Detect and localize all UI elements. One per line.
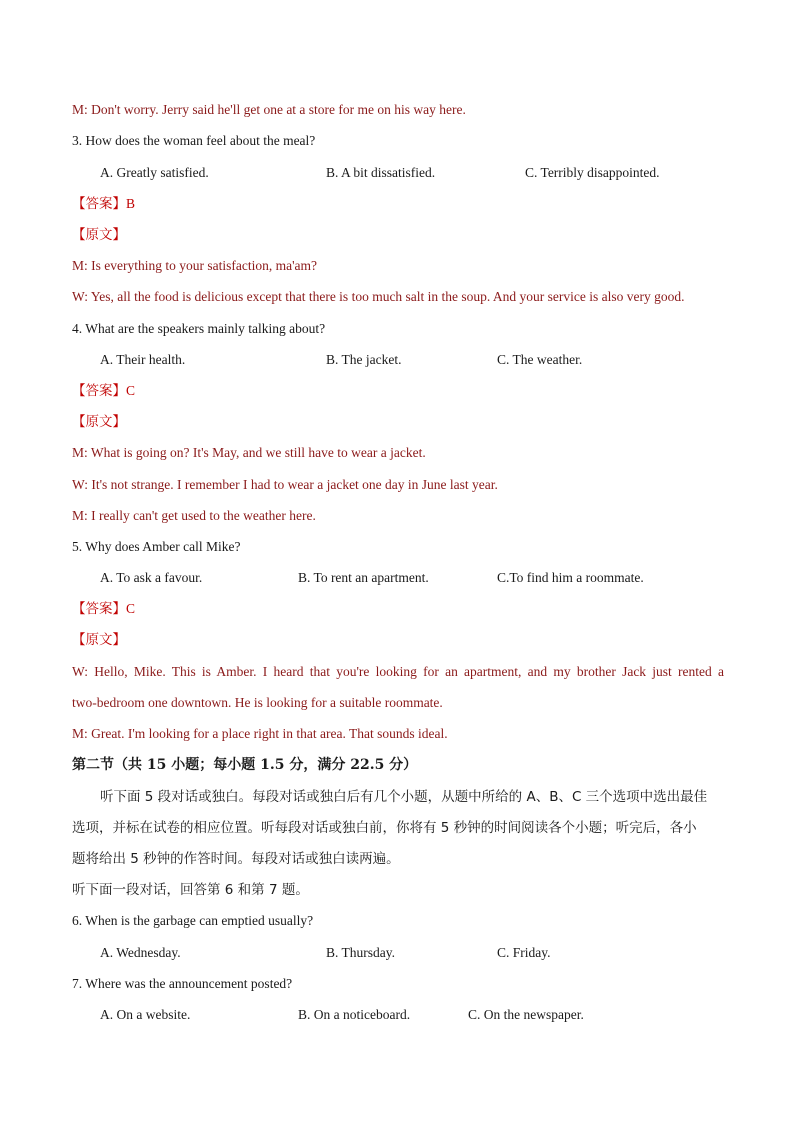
q3-answer xyxy=(72,195,724,213)
q3-option-b: B. A bit dissatisfied. xyxy=(326,165,436,180)
q4-transcript-m1: M: What is going on? It's May, and we still have to wear a jacket. xyxy=(72,445,426,460)
q5-option-b: B. To rent an apartment. xyxy=(298,570,429,585)
q7-option-c: C. On the newspaper. xyxy=(468,1007,584,1022)
question-7: 7. Where was the announcement posted? xyxy=(72,976,293,991)
q7-option-a: A. On a website. xyxy=(100,1007,191,1022)
q5-answer xyxy=(72,600,724,618)
q6-option-c: C. Friday. xyxy=(497,945,551,960)
answer-tag: 【答案】 xyxy=(72,601,126,617)
q6-option-a: A. Wednesday. xyxy=(100,945,181,960)
question-5: 5. Why does Amber call Mike? xyxy=(72,539,241,554)
instruction-line-4: 听下面一段对话，回答第 6 和第 7 题。 xyxy=(72,882,309,898)
q4-option-b: B. The jacket. xyxy=(326,352,402,367)
question-6: 6. When is the garbage can emptied usually? xyxy=(72,913,314,928)
section-2-title: 第二节（共 15 小题；每小题 1.5 分，满分 22.5 分） xyxy=(72,757,418,773)
q5-option-c: C.To find him a roommate. xyxy=(497,570,644,585)
answer-tag: 【答案】 xyxy=(72,383,126,399)
q3-transcript-m: M: Is everything to your satisfaction, ma'am? xyxy=(72,258,317,273)
question-4: 4. What are the speakers mainly talking about? xyxy=(72,321,326,336)
answer-value: C xyxy=(126,601,136,616)
answer-value: C xyxy=(126,383,136,398)
q4-option-c: C. The weather. xyxy=(497,352,583,367)
q5-transcript-w1: W: Hello, Mike. This is Amber. I heard that you're looking for an apartment, and my brother Jack just rented a xyxy=(72,664,724,679)
q4-option-a: A. Their health. xyxy=(100,352,186,367)
q7-option-b: B. On a noticeboard. xyxy=(298,1007,411,1022)
answer-tag: 【答案】 xyxy=(72,196,126,212)
q3-source-tag: 【原文】 xyxy=(72,227,126,243)
answer-value: B xyxy=(126,196,136,211)
q3-option-c: C. Terribly disappointed. xyxy=(525,165,660,180)
q4-answer xyxy=(72,382,724,400)
instruction-line-1: 听下面 5 段对话或独白。每段对话或独白后有几个小题，从题中所给的 A、B、C 三个选项中选出最佳 xyxy=(100,789,708,805)
q5-source-tag: 【原文】 xyxy=(72,632,126,648)
q3-transcript-w: W: Yes, all the food is delicious except that there is too much salt in the soup. And your service is also very good. xyxy=(72,289,685,304)
question-3: 3. How does the woman feel about the meal? xyxy=(72,133,316,148)
q2-transcript-tail: M: Don't worry. Jerry said he'll get one at a store for me on his way here. xyxy=(72,102,466,117)
q4-transcript-m2: M: I really can't get used to the weather here. xyxy=(72,508,316,523)
q5-transcript-m: M: Great. I'm looking for a place right in that area. That sounds ideal. xyxy=(72,726,448,741)
q3-option-a: A. Greatly satisfied. xyxy=(100,165,209,180)
q6-option-b: B. Thursday. xyxy=(326,945,395,960)
q5-transcript-w2: two-bedroom one downtown. He is looking for a suitable roommate. xyxy=(72,695,443,710)
instruction-line-2: 选项，并标在试卷的相应位置。听每段对话或独白前，你将有 5 秒钟的时间阅读各个小题；听完后，各小 xyxy=(72,820,697,836)
q4-transcript-w: W: It's not strange. I remember I had to wear a jacket one day in June last year. xyxy=(72,477,498,492)
q5-option-a: A. To ask a favour. xyxy=(100,570,203,585)
q4-source-tag: 【原文】 xyxy=(72,414,126,430)
instruction-line-3: 题将给出 5 秒钟的作答时间。每段对话或独白读两遍。 xyxy=(72,851,400,867)
